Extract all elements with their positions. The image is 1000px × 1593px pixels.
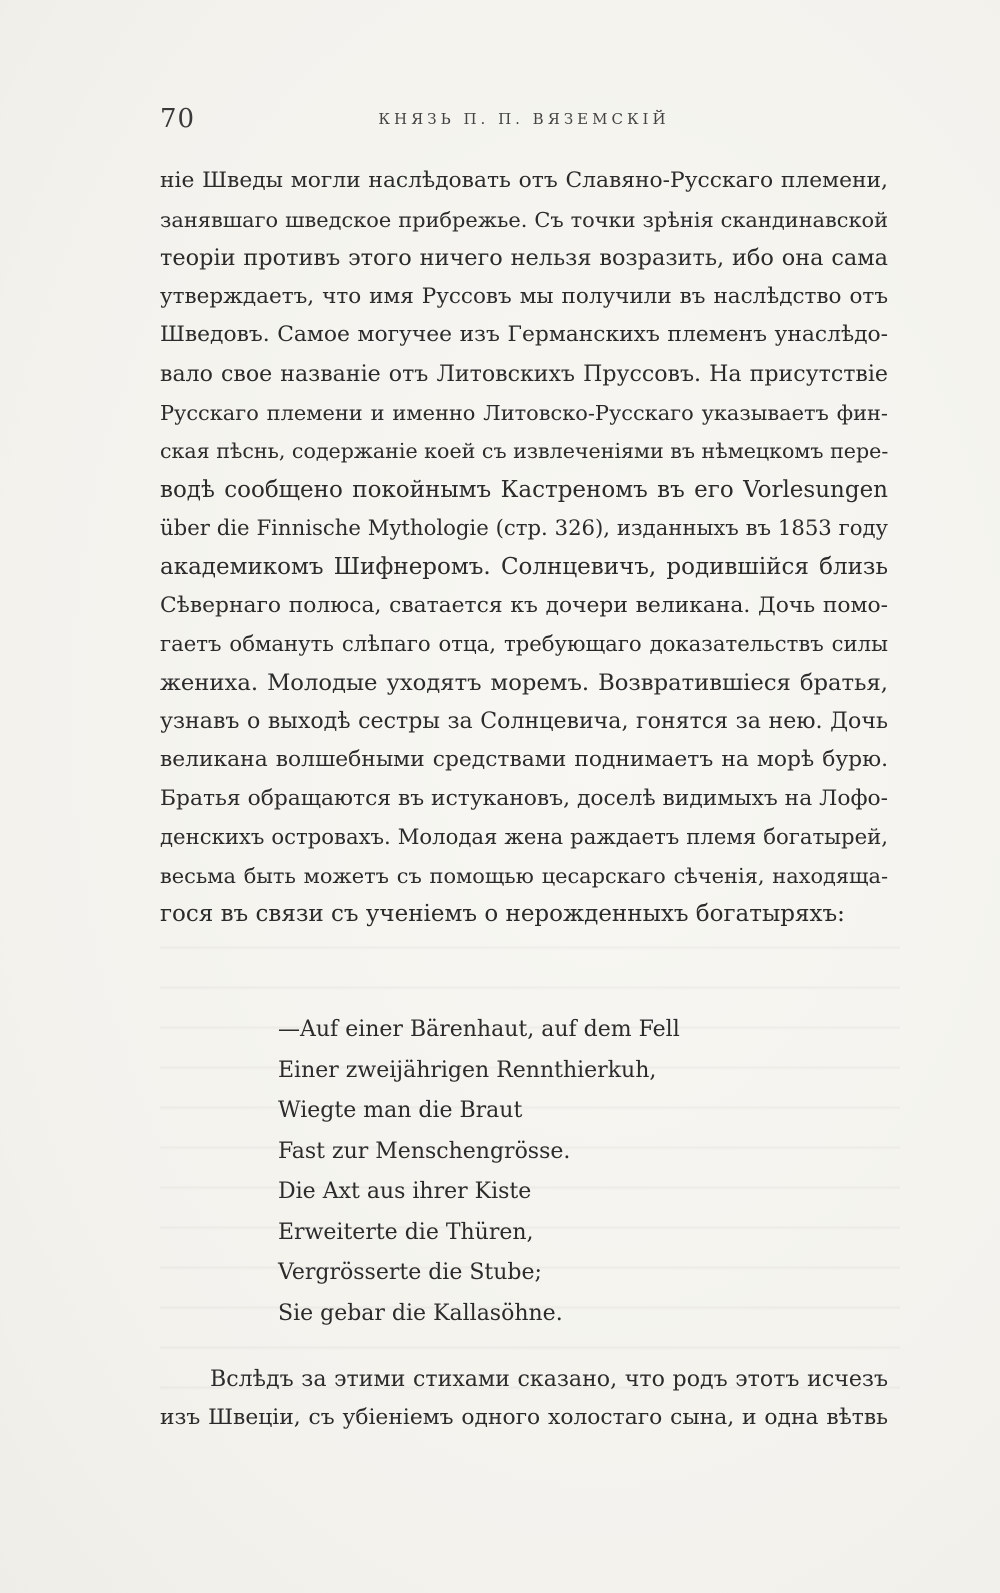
poem-line: Fast zur Menschengrösse.: [278, 1138, 571, 1164]
poem-line: Sie gebar die Kallasöhne.: [278, 1300, 563, 1326]
text-line: Вслѣдъ за этими стихами сказано, что родъ этотъ исчезъ: [210, 1366, 888, 1392]
poem-line: Wiegte man die Braut: [278, 1098, 523, 1123]
text-line: ніе Шведы могли наслѣдовать отъ Славяно-Русскаго племени,: [160, 168, 888, 193]
text-line: изъ Швеціи, съ убіеніемъ одного холостаго сына, и одна вѣтвь: [160, 1404, 888, 1430]
running-title: КНЯЗЬ П. П. ВЯЗЕМСКІЙ: [378, 110, 670, 128]
text-line: über die Finnische Mythologie (стр. 326), изданныхъ въ 1853 году: [160, 515, 888, 541]
text-line: денскихъ островахъ. Молодая жена раждаетъ племя богатырей,: [160, 824, 888, 850]
text-line: Русскаго племени и именно Литовско-Русскаго указываетъ фин-: [160, 400, 888, 425]
poem-line: Einer zweijährigen Rennthierkuh,: [278, 1057, 657, 1083]
text-line: теоріи противъ этого ничего нельзя возразить, ибо она сама: [160, 245, 888, 272]
poem-quotation: [278, 1010, 878, 1334]
main-paragraph: [160, 162, 888, 934]
poem-line: Vergrösserte die Stube;: [278, 1260, 542, 1285]
text-line: великана волшебными средствами поднимаетъ на морѣ бурю.: [160, 746, 888, 772]
poem-line: Erweiterte die Thüren,: [278, 1219, 534, 1245]
text-line: Сѣвернаго полюса, сватается къ дочери великана. Дочь помо-: [160, 592, 888, 618]
poem-line: Die Axt aus ihrer Kiste: [278, 1179, 532, 1204]
text-line: Братья обращаются въ истукановъ, доселѣ видимыхъ на Лофо-: [160, 785, 888, 811]
text-line: водѣ сообщено покойнымъ Кастреномъ въ его Vorlesungen: [160, 476, 888, 503]
running-head: [160, 104, 888, 134]
text-line: вало свое названіе отъ Литовскихъ Пруссовъ. На присутствіе: [160, 360, 888, 387]
text-line: Шведовъ. Самое могучее изъ Германскихъ племенъ унаслѣдо-: [160, 322, 888, 348]
text-line: утверждаетъ, что имя Руссовъ мы получили въ наслѣдство отъ: [160, 283, 888, 309]
closing-paragraph: [160, 1360, 888, 1437]
text-line: академикомъ Шифнеромъ. Солнцевичъ, родившійся близь: [160, 553, 888, 580]
text-line: узнавъ о выходѣ сестры за Солнцевича, гонятся за нею. Дочь: [160, 708, 888, 735]
text-line: гаетъ обмануть слѣпаго отца, требующаго доказательствъ силы: [160, 631, 888, 657]
text-line: занявшаго шведское прибрежье. Съ точки зрѣнія скандинавской: [160, 207, 888, 232]
text-line: гося въ связи съ ученіемъ о нерожденныхъ богатыряхъ:: [160, 901, 845, 928]
page-number: 70: [160, 104, 196, 134]
text-line: ская пѣснь, содержаніе коей съ извлеченіями въ нѣмецкомъ пере-: [160, 439, 888, 464]
text-line: жениха. Молодые уходятъ моремъ. Возвратившіеся братья,: [160, 669, 888, 696]
poem-line: —Auf einer Bärenhaut, auf dem Fell: [278, 1017, 680, 1042]
text-line: весьма быть можетъ съ помощью цесарскаго сѣченія, находяща-: [160, 863, 888, 888]
